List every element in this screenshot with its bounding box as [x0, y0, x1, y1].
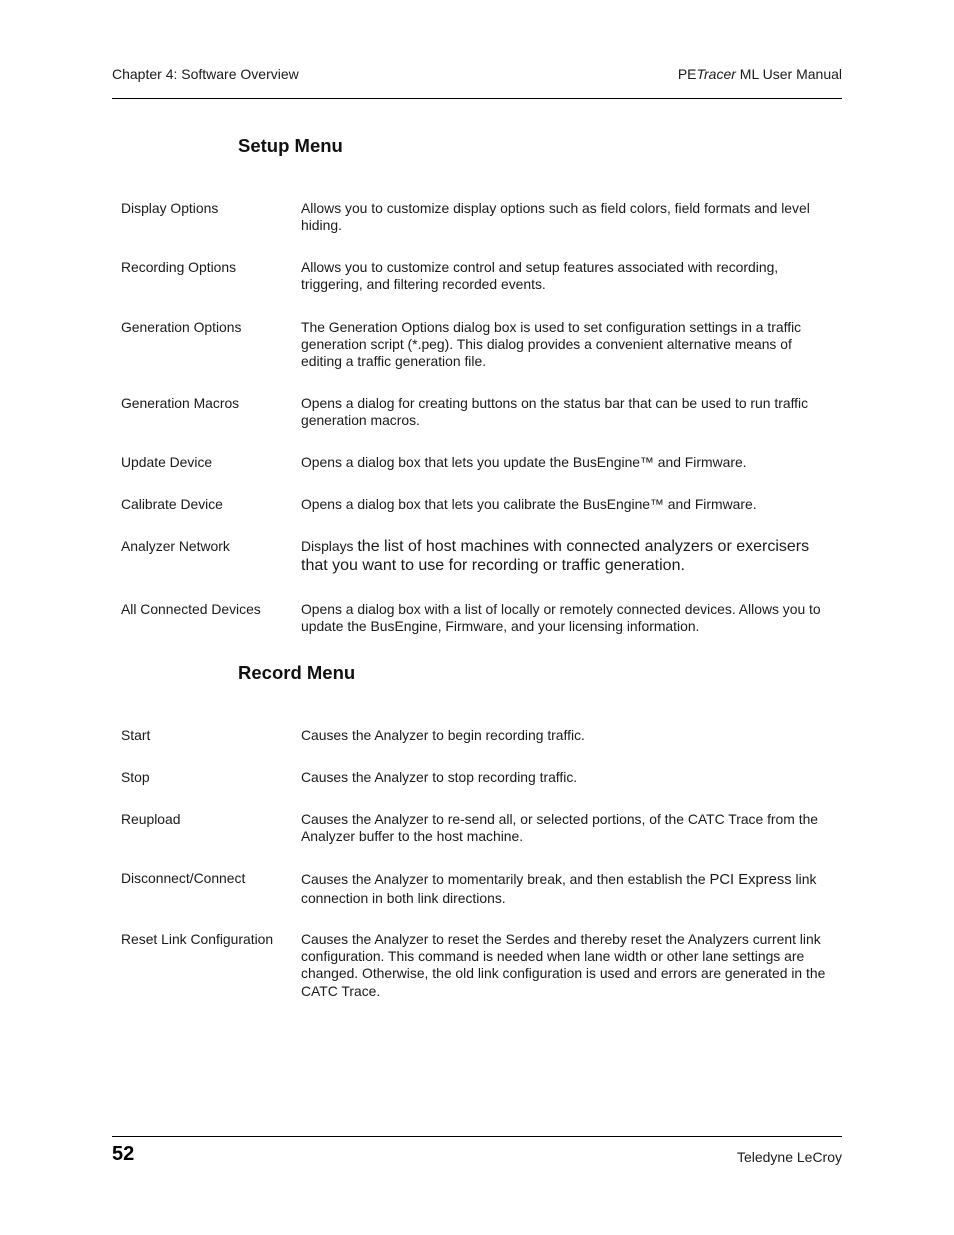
- company-name: Teledyne LeCroy: [736, 1149, 842, 1165]
- description: Causes the Analyzer to re-send all, or selected portions, of the CATC Trace from the Analyzer buffer to the host machine.: [301, 811, 819, 845]
- page-header: [112, 66, 842, 99]
- description-part-a: Causes the Analyzer to momentarily break, and then establish the: [301, 871, 710, 887]
- description: Allows you to customize control and setup features associated with recording, triggering, and filtering recorded events.: [301, 259, 779, 293]
- manual-title-suffix: ML User Manual: [735, 66, 842, 82]
- description: The Generation Options dialog box is used to set configuration settings in a traffic generation script (*.peg). This dialog provides a convenient alternative means of editing a traffic generation file.: [301, 319, 802, 370]
- term: Reupload: [121, 811, 181, 827]
- description: Opens a dialog box that lets you update the BusEngine™ and Firmware.: [301, 454, 747, 470]
- term: All Connected Devices: [121, 601, 261, 617]
- page-footer: [112, 1136, 842, 1177]
- record-menu-heading: Record Menu: [238, 662, 356, 683]
- description: Opens a dialog box that lets you calibrate the BusEngine™ and Firmware.: [301, 496, 757, 512]
- setup-menu-heading: Setup Menu: [238, 135, 343, 156]
- description-small: Displays: [301, 538, 358, 554]
- term: Stop: [121, 769, 150, 785]
- description: [301, 871, 836, 907]
- description-large: the list of host machines with connected analyzers or exercisers that you want to use for recording or traffic generation.: [301, 538, 810, 574]
- page-number: 52: [112, 1143, 135, 1165]
- term: Start: [121, 727, 151, 743]
- term: Update Device: [121, 454, 213, 470]
- description: Opens a dialog for creating buttons on the status bar that can be used to run traffic generation macros.: [301, 395, 809, 429]
- description: Opens a dialog box with a list of locally or remotely connected devices. Allows you to update the BusEngine, Firmware, and your licensing information.: [301, 601, 821, 635]
- term: Generation Options: [121, 319, 242, 335]
- term: Generation Macros: [121, 395, 240, 411]
- manual-title-italic: Tracer: [696, 66, 736, 82]
- description: Allows you to customize display options such as field colors, field formats and level hiding.: [301, 200, 810, 234]
- manual-title-prefix: PE: [677, 66, 697, 82]
- description: Causes the Analyzer to stop recording traffic.: [301, 769, 578, 785]
- term: Reset Link Configuration: [121, 931, 274, 947]
- term: Recording Options: [121, 259, 237, 275]
- description-pci-express: PCI Express: [709, 872, 792, 888]
- description-part-b: link connection in both link directions.: [301, 871, 817, 906]
- description: Causes the Analyzer to reset the Serdes and thereby reset the Analyzers current link configuration. This command is needed when lane width or other lane settings are changed. Otherwise, the old link configuration is used and errors are generated in the CATC Trace.: [301, 931, 826, 999]
- term: Calibrate Device: [121, 496, 223, 512]
- term: Disconnect/Connect: [121, 870, 246, 886]
- manual-title: [678, 66, 842, 82]
- description: [301, 537, 836, 575]
- term: Analyzer Network: [121, 538, 230, 554]
- description: Causes the Analyzer to begin recording traffic.: [301, 727, 585, 743]
- term: Display Options: [121, 200, 219, 216]
- chapter-title: Chapter 4: Software Overview: [112, 66, 299, 82]
